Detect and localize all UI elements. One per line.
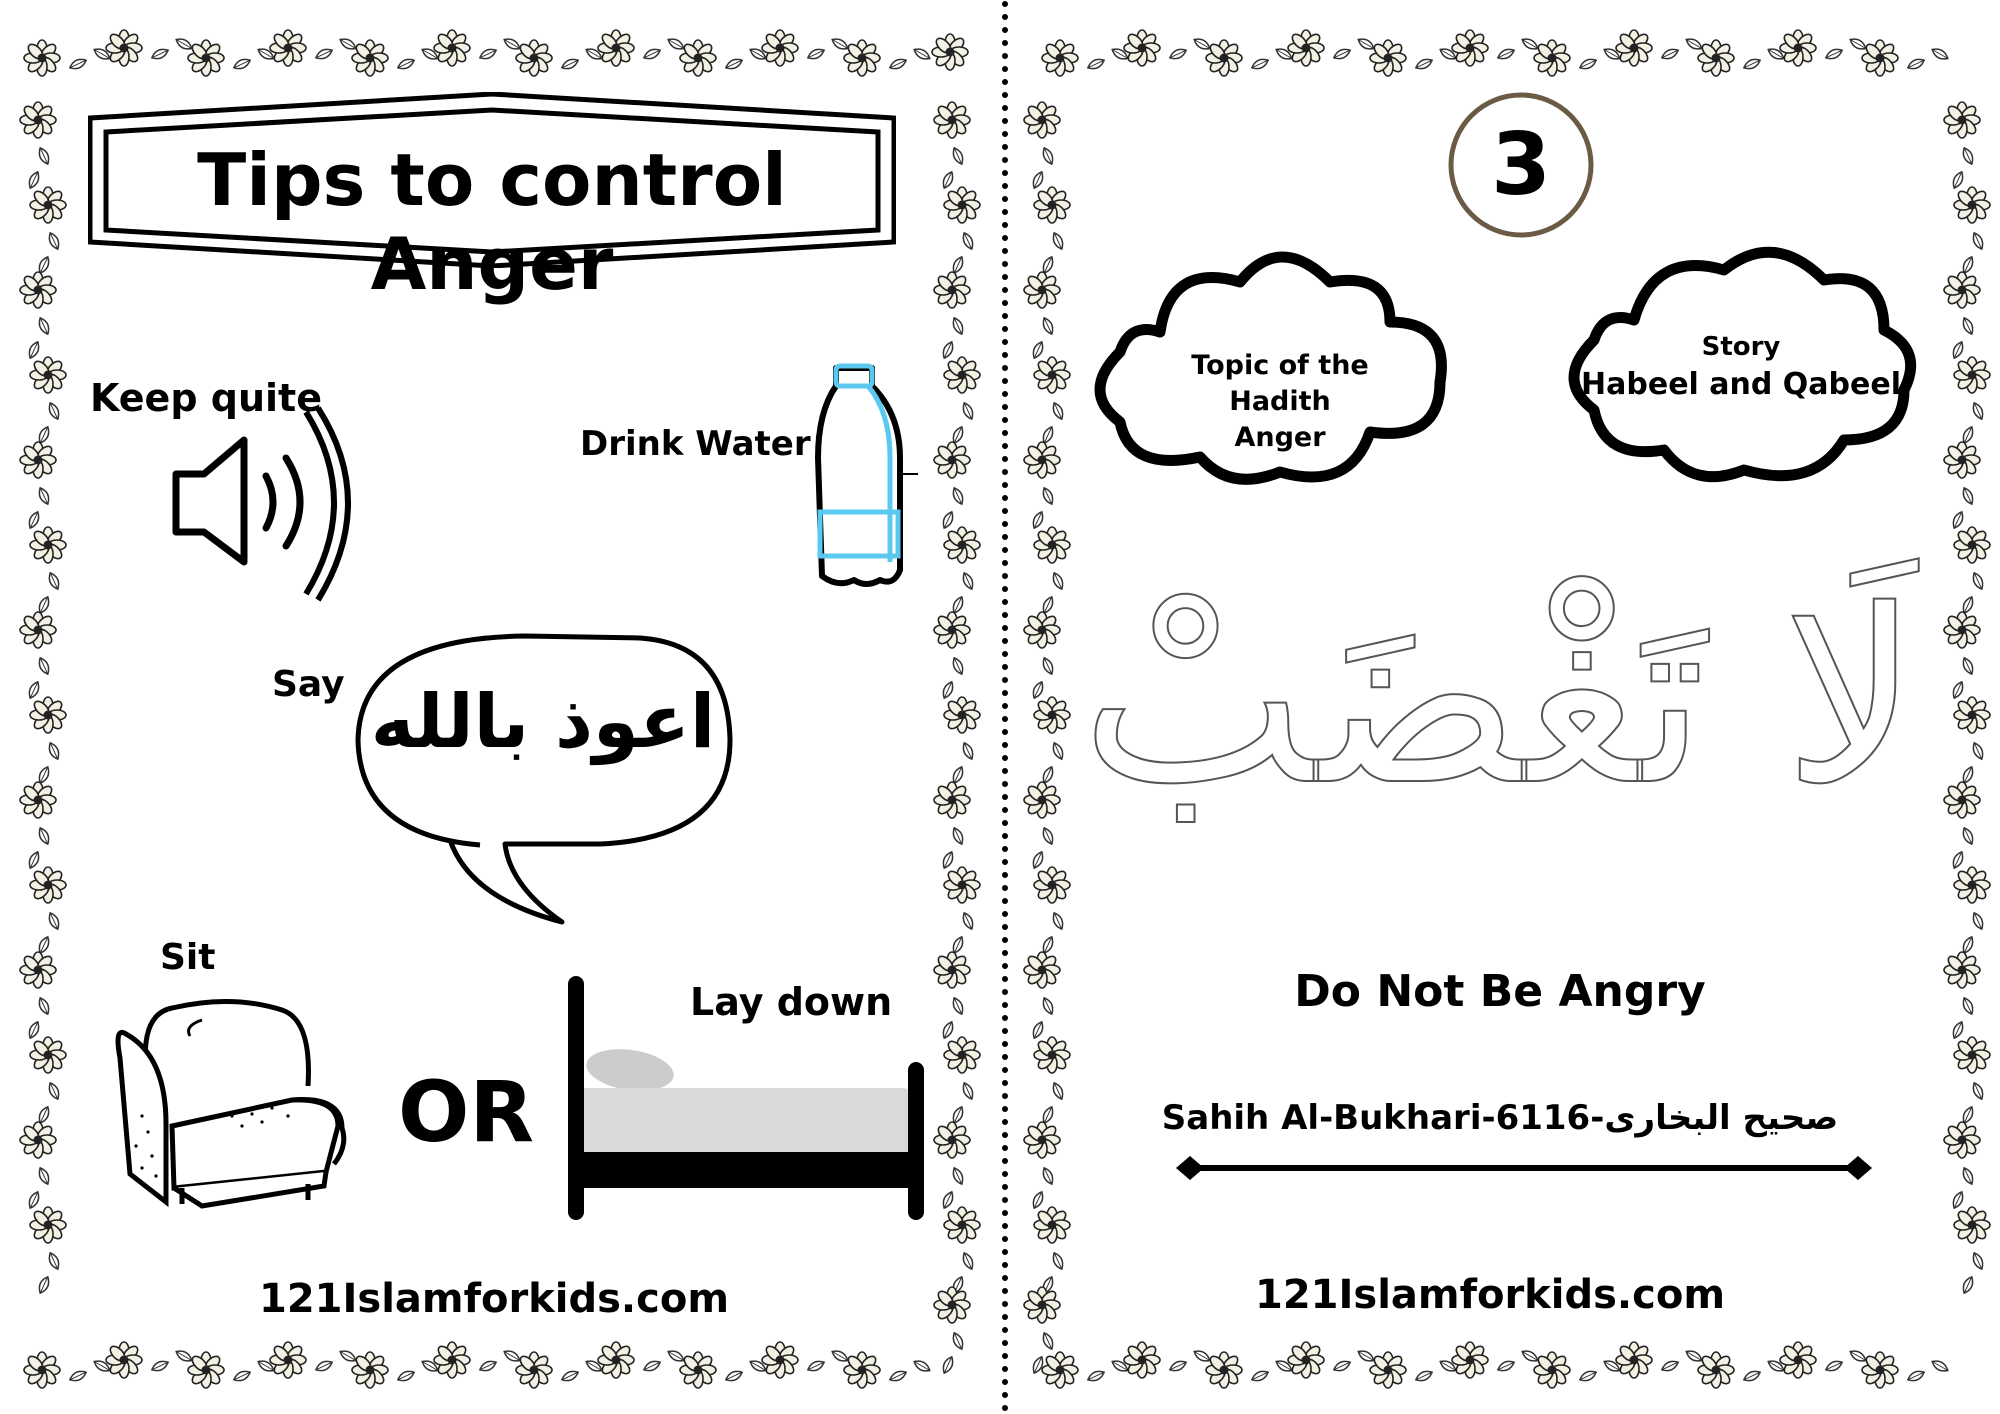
tip-say-label: Say (272, 664, 345, 705)
right-page (1000, 0, 2000, 1414)
reference-divider (1174, 1150, 1874, 1186)
topic-cloud-line2: Anger (1234, 422, 1326, 453)
website-footer-left: 121Islamforkids.com (259, 1276, 729, 1322)
website-footer-right: 121Islamforkids.com (1255, 1272, 1725, 1318)
armchair-icon (112, 996, 348, 1216)
story-cloud-line1: Story (1701, 332, 1781, 362)
topic-cloud-text (1140, 348, 1420, 456)
or-label: OR (398, 1063, 535, 1161)
tip-sit-label: Sit (160, 937, 216, 978)
hadith-arabic-outline: لَا تَغْضَبْ (1080, 558, 1920, 838)
worksheet-number: 3 (1491, 115, 1551, 215)
say-arabic-phrase: اعوذ بالله (370, 679, 716, 765)
tip-keep-quiet-label: Keep quite (90, 376, 322, 420)
story-cloud-text (1566, 328, 1916, 404)
tip-drink-water-label: Drink Water (580, 424, 811, 464)
hadith-translation: Do Not Be Angry (1294, 966, 1706, 1017)
page-title: Tips to control Anger (197, 138, 787, 306)
topic-cloud-line1: Topic of the Hadith (1191, 350, 1369, 417)
speaker-icon (168, 404, 368, 604)
tip-lay-down-label: Lay down (690, 980, 893, 1024)
water-bottle-icon (808, 362, 928, 592)
hadith-reference: Sahih Al-Bukhari-6116-صحيح البخارى (1161, 1098, 1839, 1138)
story-cloud-line2: Habeel and Qabeel (1581, 367, 1901, 402)
bed-icon (562, 976, 932, 1222)
